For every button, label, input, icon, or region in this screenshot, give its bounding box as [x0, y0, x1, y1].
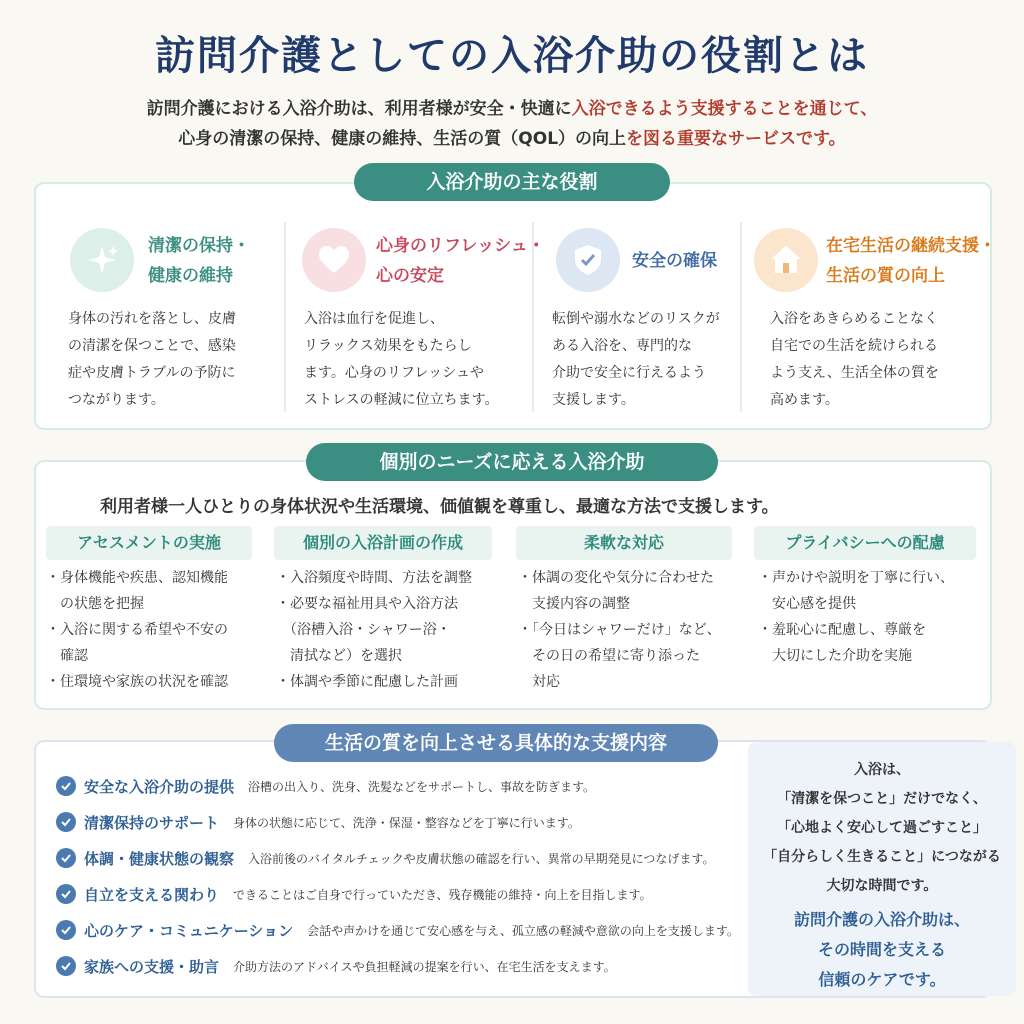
intro-line-1-b: 入浴できるよう支援することを通じて、 — [571, 99, 878, 119]
intro-line-1-a: 訪問介護における入浴介助は、利用者様が安全・快適に — [146, 99, 572, 119]
support-item-desc: 浴槽の出入り、洗身、洗髪などをサポートし、事故を防ぎます。 — [248, 779, 596, 794]
needs-lead: 利用者様一人ひとりの身体状況や生活環境、価値観を尊重し、最適な方法で支援します。 — [100, 497, 779, 517]
support-item-label: 家族への支援・助言 — [84, 957, 220, 976]
support-item — [56, 880, 652, 908]
closing-line: 入浴は、 — [854, 762, 910, 778]
text-line: よう支え、生活全体の質を — [770, 365, 939, 381]
list-item: の状態を把握 — [46, 596, 144, 612]
text-line: つながります。 — [68, 392, 165, 408]
role-title — [148, 231, 250, 291]
text-line: 自宅での生活を続けられる — [770, 338, 938, 354]
check-icon — [56, 776, 76, 796]
intro-line-2 — [0, 124, 1024, 149]
text-line: 支援します。 — [552, 392, 635, 408]
list-item: ・入浴頻度や時間、方法を調整 — [276, 570, 472, 586]
role-title-line: 生活の質の向上 — [826, 266, 945, 286]
role-title — [632, 246, 717, 276]
check-icon — [56, 812, 76, 832]
list-item: ・身体機能や疾患、認知機能 — [46, 570, 228, 586]
list-item: ・体調や季節に配慮した計画 — [276, 674, 458, 690]
check-icon — [56, 920, 76, 940]
needs-column-title: プライバシーへの配慮 — [754, 526, 976, 560]
role-description — [68, 306, 236, 414]
needs-column-list — [46, 565, 258, 695]
list-item: ・体調の変化や気分に合わせた — [518, 570, 714, 586]
list-item: ・「今日はシャワーだけ」など、 — [518, 622, 721, 638]
needs-column-list — [518, 565, 744, 695]
support-item-desc: 入浴前後のバイタルチェックや皮膚状態の確認を行い、異常の早期発見につなげます。 — [248, 851, 715, 866]
heart-icon — [302, 228, 366, 292]
role-description — [770, 306, 939, 414]
role-title — [826, 231, 996, 291]
text-line: の清潔を保つことで、感染 — [68, 338, 236, 354]
text-line: ます。心身のリフレッシュや — [304, 365, 484, 381]
needs-heading: 個別のニーズに応える入浴介助 — [306, 443, 718, 481]
list-item: 支援内容の調整 — [518, 596, 630, 612]
text-line: 高めます。 — [770, 392, 839, 408]
support-item-label: 自立を支える関わり — [84, 885, 220, 904]
role-title-line: 安全の確保 — [632, 251, 717, 271]
support-item-desc: 身体の状態に応じて、洗浄・保湿・整容などを丁寧に行います。 — [233, 815, 580, 830]
list-item: ・必要な福祉用具や入浴方法 — [276, 596, 458, 612]
text-line: 介助で安全に行えるよう — [552, 365, 706, 381]
text-line: 入浴は血行を促進し、 — [304, 311, 444, 327]
support-item-label: 体調・健康状態の観察 — [84, 849, 235, 868]
role-description — [552, 306, 720, 414]
intro-line-2-a: 心身の清潔の保持、健康の維持、生活の質（QOL）の向上 — [178, 129, 627, 149]
list-item: その日の希望に寄り添った — [518, 648, 700, 664]
check-icon — [56, 848, 76, 868]
role-title-line: 心の安定 — [376, 266, 444, 286]
text-line: ストレスの軽減に位立ちます。 — [304, 392, 499, 408]
list-item: ・住環境や家族の状況を確認 — [46, 674, 228, 690]
list-item: ・羞恥心に配慮し、尊厳を — [758, 622, 926, 638]
intro-line-2-b: を図る重要なサービスです。 — [626, 129, 846, 149]
support-item — [56, 844, 714, 872]
role-title-line: 健康の維持 — [148, 266, 233, 286]
support-item-label: 清潔保持のサポート — [84, 813, 220, 832]
support-item-label: 安全な入浴介助の提供 — [84, 777, 235, 796]
list-item: ・声かけや説明を丁寧に行い、 — [758, 570, 954, 586]
support-item — [56, 808, 580, 836]
role-title-line: 心身のリフレッシュ・ — [376, 236, 545, 256]
needs-column-title: 個別の入浴計画の作成 — [274, 526, 492, 560]
text-line: 入浴をあきらめることなく — [770, 311, 938, 327]
closing-emphasis: 信頼のケアです。 — [818, 970, 946, 989]
support-item-desc: 会話や声かけを通じて安心感を与え、孤立感の軽減や意欲の向上を支援します。 — [307, 923, 739, 938]
needs-column-list — [276, 565, 502, 695]
page-title: 訪問介護としての入浴介助の役割とは — [155, 33, 869, 79]
needs-column-title: アセスメントの実施 — [46, 526, 252, 560]
closing-message — [748, 742, 1016, 996]
support-heading: 生活の質を向上させる具体的な支援内容 — [274, 724, 718, 762]
support-item — [56, 772, 595, 800]
needs-column-list — [758, 565, 984, 669]
roles-heading: 入浴介助の主な役割 — [354, 163, 670, 201]
shield-check-icon — [556, 228, 620, 292]
intro-line-1 — [0, 94, 1024, 119]
text-line: 身体の汚れを落とし、皮膚 — [68, 311, 236, 327]
closing-line: 大切な時間です。 — [826, 878, 938, 894]
sparkle-icon — [70, 228, 134, 292]
role-title-line: 在宅生活の継続支援・ — [826, 236, 996, 256]
needs-column-title: 柔軟な対応 — [516, 526, 732, 560]
support-item-desc: 介助方法のアドバイスや負担軽減の提案を行い、在宅生活を支えます。 — [233, 959, 616, 974]
text-line: 転倒や溺水などのリスクが — [552, 311, 720, 327]
closing-emphasis: 訪問介護の入浴介助は、 — [793, 910, 970, 929]
divider — [284, 222, 286, 412]
closing-line: 「清潔を保つこと」だけでなく、 — [777, 791, 987, 807]
check-icon — [56, 884, 76, 904]
role-description — [304, 306, 498, 414]
closing-line: 「自分らしく生きること」につながる — [763, 849, 1001, 865]
text-line: リラックス効果をもたらし — [304, 338, 472, 354]
support-item-label: 心のケア・コミュニケーション — [84, 921, 294, 940]
list-item: 大切にした介助を実施 — [758, 648, 912, 664]
role-title — [376, 231, 545, 291]
support-item — [56, 952, 616, 980]
list-item: 対応 — [518, 674, 560, 690]
divider — [740, 222, 742, 412]
role-title-line: 清潔の保持・ — [148, 236, 250, 256]
text-line: 症や皮膚トラブルの予防に — [68, 365, 236, 381]
list-item: （浴槽入浴・シャワー浴・ — [276, 622, 451, 638]
check-icon — [56, 956, 76, 976]
list-item: 清拭など）を選択 — [276, 648, 402, 664]
list-item: ・入浴に関する希望や不安の — [46, 622, 228, 638]
list-item: 確認 — [46, 648, 88, 664]
list-item: 安心感を提供 — [758, 596, 856, 612]
support-item-desc: できることはご自身で行っていただき、残存機能の維持・向上を目指します。 — [233, 887, 652, 902]
text-line: ある入浴を、専門的な — [552, 338, 692, 354]
closing-emphasis: その時間を支える — [817, 940, 946, 959]
support-item — [56, 916, 739, 944]
house-icon — [754, 228, 818, 292]
closing-line: 「心地よく安心して過ごすこと」 — [777, 820, 987, 836]
